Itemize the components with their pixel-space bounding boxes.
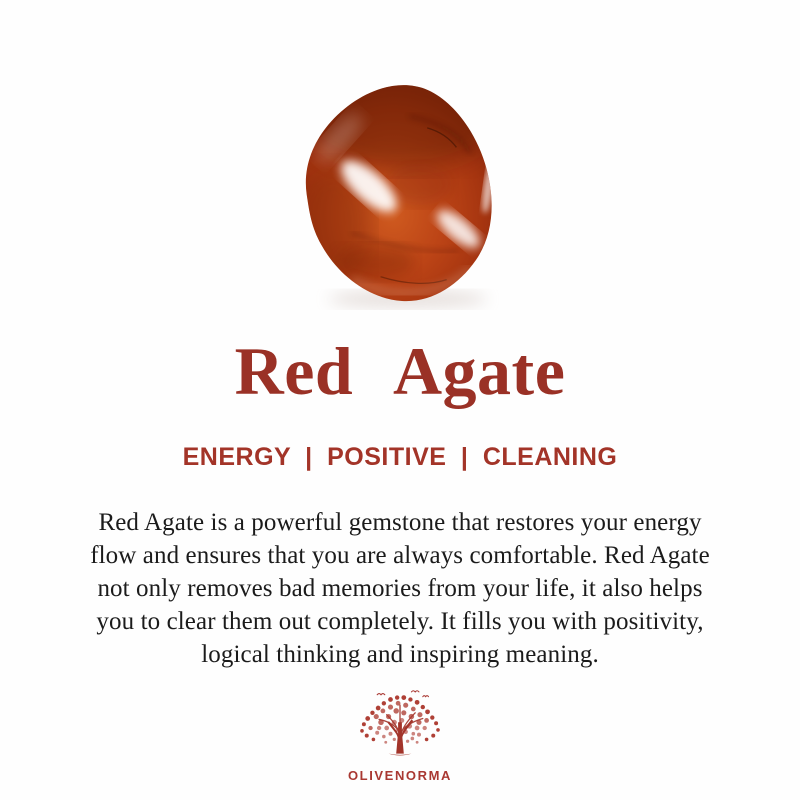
tree-logo-icon bbox=[351, 690, 449, 766]
description-line: Red Agate is a powerful gemstone that restores your energy bbox=[98, 509, 702, 536]
description-line: you to clear them out completely. It fills you with positivity, bbox=[96, 608, 704, 635]
gemstone-description bbox=[0, 506, 800, 671]
gemstone-keywords: ENERGY | POSITIVE | CLEANING bbox=[182, 443, 618, 471]
gemstone-title: Red Agate bbox=[234, 333, 566, 409]
description-line: not only removes bad memories from your life, it also helps bbox=[97, 575, 703, 602]
gemstone-photo bbox=[293, 76, 507, 312]
brand-name: OLIVENORMA bbox=[347, 768, 453, 783]
brand-logo-block bbox=[0, 690, 800, 783]
red-agate-stone-image bbox=[293, 76, 507, 312]
description-line: logical thinking and inspiring meaning. bbox=[201, 641, 599, 668]
description-line: flow and ensures that you are always comfortable. Red Agate bbox=[90, 542, 710, 569]
